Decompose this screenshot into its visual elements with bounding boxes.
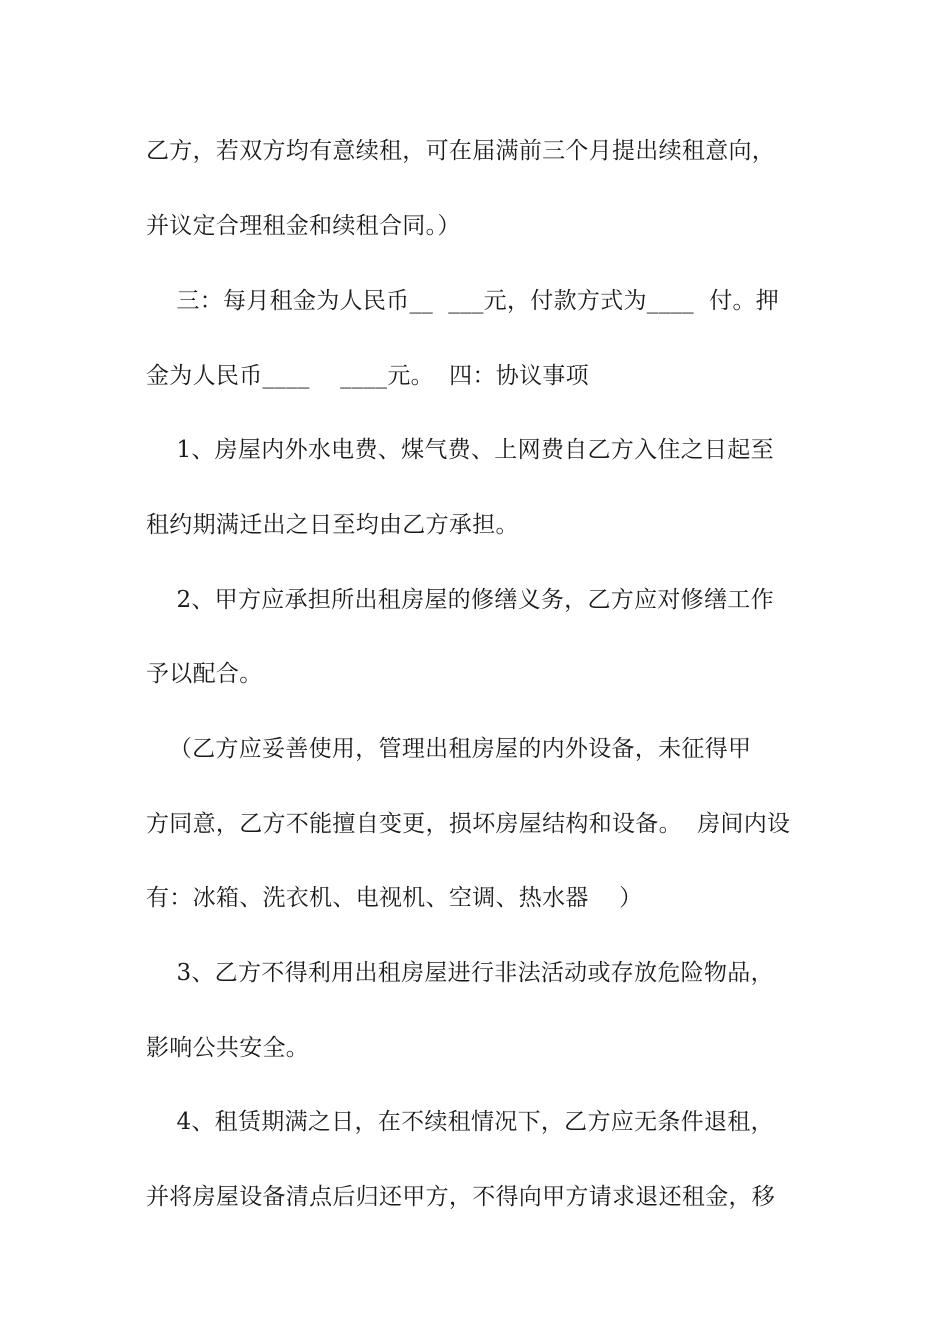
text-line: 4、租赁期满之日，在不续租情况下，乙方应无条件退租， xyxy=(146,1109,774,1135)
text-line: 三：每月租金为人民币__ ___元，付款方式为____ 付。押 xyxy=(146,288,780,314)
text-line: 并议定合理租金和续租合同。） xyxy=(146,213,461,239)
text-line: 2、甲方应承担所出租房屋的修缮义务，乙方应对修缮工作 xyxy=(146,587,774,613)
text-line: （乙方应妥善使用，管理出租房屋的内外设备，未征得甲 xyxy=(146,736,752,762)
text-line: 乙方，若双方均有意续租，可在届满前三个月提出续租意向， xyxy=(146,138,776,164)
text-line: 1、房屋内外水电费、煤气费、上网费自乙方入住之日起至 xyxy=(146,437,774,463)
text-line: 有：冰箱、洗衣机、电视机、空调、热水器 ） xyxy=(146,885,643,911)
text-line: 3、乙方不得利用出租房屋进行非法活动或存放危险物品， xyxy=(146,960,774,986)
text-line: 予以配合。 xyxy=(146,661,263,687)
text-line: 租约期满迁出之日至均由乙方承担。 xyxy=(146,512,519,538)
text-line: 金为人民币____ ____元。 四：协议事项 xyxy=(146,363,589,389)
text-line: 并将房屋设备清点后归还甲方，不得向甲方请求退还租金，移 xyxy=(146,1184,776,1210)
text-line: 方同意，乙方不能擅自变更，损坏房屋结构和设备。 房间内设 xyxy=(146,811,791,837)
text-line: 影响公共安全。 xyxy=(146,1035,310,1061)
